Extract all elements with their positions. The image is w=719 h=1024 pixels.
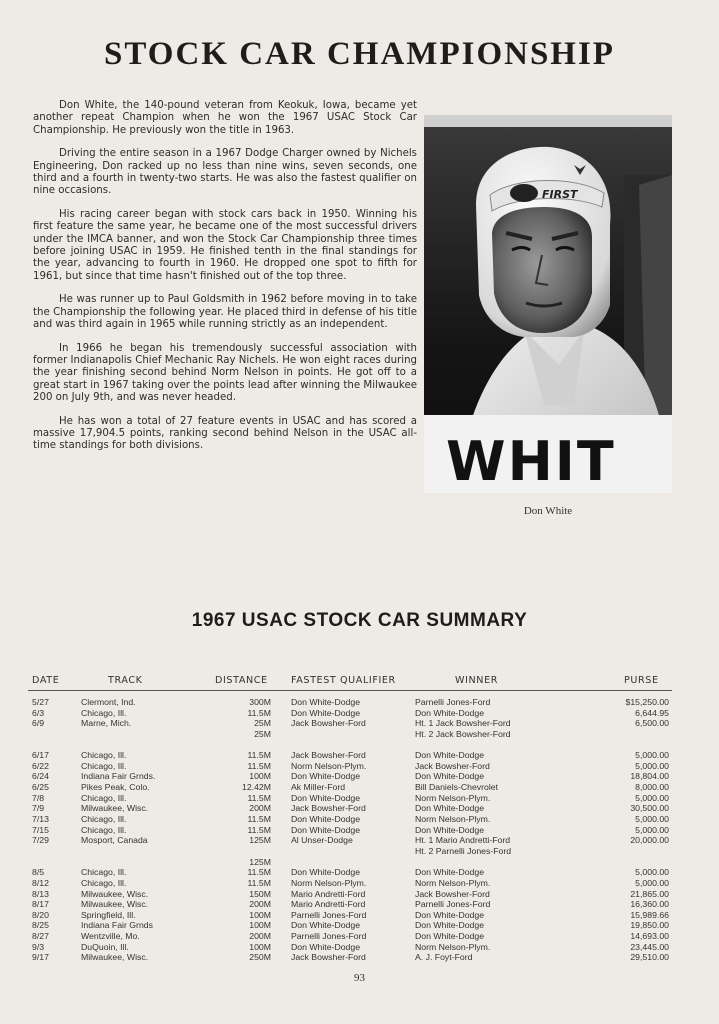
cell-track: Indiana Fair Grnds <box>81 920 153 931</box>
table-row <box>0 899 719 910</box>
cell-track: Milwaukee, Wisc. <box>81 888 149 899</box>
cell-purse: 30,500.00 <box>630 803 669 814</box>
intro-paragraph: He was runner up to Paul Goldsmith in 1962 before moving in to take the Championship the following year. He placed third in defense of his title and was third again in 1965 while running strictly as an independent. <box>33 294 417 330</box>
cell-date: 9/3 <box>32 941 45 952</box>
cell-winner: Bill Daniels-Chevrolet <box>415 782 499 793</box>
cell-date: 8/12 <box>32 877 49 888</box>
intro-paragraph: In 1966 he began his tremendously successful association with former Indianapolis Chief Mechanic Ray Nichels. He won eight races during the year finishing second behind Norm Nelson in points. He got off to a great start in 1967 taking over the points lead after winning the Milwaukee 200 on July 9th, and was never headed. <box>33 342 417 403</box>
cell-distance: 300M <box>249 697 271 707</box>
table-row <box>0 952 719 963</box>
cell-distance: 100M <box>249 920 271 931</box>
cell-distance: 12.42M <box>242 782 271 793</box>
table-row <box>0 889 719 900</box>
header-date: DATE <box>32 675 60 686</box>
cell-purse: 8,000.00 <box>635 782 669 793</box>
photo-caption: Don White <box>523 505 573 517</box>
cell-track: Mosport, Canada <box>81 835 148 846</box>
cell-purse: 20,000.00 <box>630 835 669 846</box>
cell-winner: Norm Nelson-Plym. <box>415 941 491 952</box>
cell-purse: 6,500.00 <box>635 718 669 729</box>
cell-fastest: Jack Bowsher-Ford <box>291 803 366 814</box>
cell-distance: 11.5M <box>247 792 271 803</box>
table-row <box>0 835 719 846</box>
page-number: 93 <box>354 972 365 984</box>
cell-distance: 100M <box>249 941 271 952</box>
cell-winner: Don White-Dodge <box>415 707 485 718</box>
cell-track: Milwaukee, Wisc. <box>81 899 149 910</box>
cell-date: 6/24 <box>32 771 49 782</box>
cell-fastest: Mario Andretti-Ford <box>291 899 366 910</box>
cell-fastest: Don White-Dodge <box>291 771 361 782</box>
cell-fastest: Norm Nelson-Plym. <box>291 760 367 771</box>
cell-distance: 100M <box>249 771 271 782</box>
cell-date: 9/17 <box>32 952 49 963</box>
cell-fastest: Don White-Dodge <box>291 941 361 952</box>
cell-date: 6/25 <box>32 782 49 793</box>
cell-date: 6/17 <box>32 750 49 761</box>
cell-distance: 200M <box>249 899 271 910</box>
cell-fastest: Don White-Dodge <box>291 707 361 718</box>
cell-track: Milwaukee, Wisc. <box>81 952 149 963</box>
table-row <box>0 878 719 889</box>
cell-winner: Jack Bowsher-Ford <box>415 760 490 771</box>
cell-fastest: Jack Bowsher-Ford <box>291 952 366 963</box>
cell-date: 6/22 <box>32 760 49 771</box>
header-fastest-qualifier: FASTEST QUALIFIER <box>291 675 396 686</box>
cell-fastest: Parnelli Jones-Ford <box>291 931 367 942</box>
cell-purse: 29,510.00 <box>630 952 669 963</box>
cell-date: 8/25 <box>32 920 49 931</box>
cell-winner: Norm Nelson-Plym. <box>415 814 491 825</box>
cell-winner: Ht. 2 Parnelli Jones-Ford <box>415 845 512 856</box>
summary-table <box>0 697 719 963</box>
table-row <box>0 931 719 942</box>
car-lettering: WHIT <box>446 430 616 493</box>
cell-track: Milwaukee, Wisc. <box>81 803 149 814</box>
cell-fastest: Norm Nelson-Plym. <box>291 877 367 888</box>
table-row <box>0 814 719 825</box>
cell-track: Chicago, Ill. <box>81 707 127 718</box>
cell-fastest: Don White-Dodge <box>291 824 361 835</box>
cell-purse: $15,250.00 <box>625 697 669 707</box>
cell-fastest: Mario Andretti-Ford <box>291 888 366 899</box>
cell-distance: 125M <box>249 856 271 867</box>
cell-track: Chicago, Ill. <box>81 760 127 771</box>
cell-date: 7/13 <box>32 814 49 825</box>
table-row <box>0 761 719 772</box>
cell-purse: 15,989.66 <box>630 909 669 920</box>
cell-date: 5/27 <box>32 697 49 707</box>
table-row <box>0 857 719 868</box>
intro-text <box>33 100 417 464</box>
cell-purse: 19,850.00 <box>630 920 669 931</box>
header-track: TRACK <box>108 675 143 686</box>
table-row <box>0 867 719 878</box>
cell-distance: 11.5M <box>247 707 271 718</box>
cell-track: Chicago, Ill. <box>81 877 127 888</box>
cell-fastest: Parnelli Jones-Ford <box>291 909 367 920</box>
cell-purse: 5,000.00 <box>635 877 669 888</box>
cell-winner: Norm Nelson-Plym. <box>415 877 491 888</box>
page-title: STOCK CAR CHAMPIONSHIP <box>104 36 615 72</box>
summary-title: 1967 USAC STOCK CAR SUMMARY <box>191 610 528 631</box>
cell-track: Chicago, Ill. <box>81 814 127 825</box>
cell-purse: 5,000.00 <box>635 814 669 825</box>
cell-distance: 250M <box>249 952 271 963</box>
cell-winner: Parnelli Jones-Ford <box>415 899 491 910</box>
cell-date: 8/13 <box>32 888 49 899</box>
intro-paragraph: Don White, the 140-pound veteran from Keokuk, Iowa, became yet another repeat Champion when he won the 1967 USAC Stock Car Championship. He previously won the title in 1963. <box>33 100 417 136</box>
cell-distance: 11.5M <box>247 867 271 878</box>
cell-track: DuQuoin, Ill. <box>81 941 129 952</box>
cell-winner: Norm Nelson-Plym. <box>415 792 491 803</box>
cell-date: 8/5 <box>32 867 45 878</box>
table-row <box>0 782 719 793</box>
cell-fastest: Don White-Dodge <box>291 814 361 825</box>
cell-track: Pikes Peak, Colo. <box>81 782 150 793</box>
cell-purse: 5,000.00 <box>635 760 669 771</box>
table-row <box>0 771 719 782</box>
cell-track: Chicago, Ill. <box>81 867 127 878</box>
cell-fastest: Al Unser-Dodge <box>291 835 353 846</box>
cell-purse: 5,000.00 <box>635 867 669 878</box>
cell-distance: 25M <box>254 718 271 729</box>
cell-fastest: Jack Bowsher-Ford <box>291 718 366 729</box>
cell-fastest: Don White-Dodge <box>291 697 361 707</box>
table-row <box>0 718 719 729</box>
table-row <box>0 697 719 708</box>
cell-track: Wentzville, Mo. <box>81 931 140 942</box>
table-row <box>0 825 719 836</box>
table-row <box>0 740 719 751</box>
cell-distance: 11.5M <box>247 814 271 825</box>
table-row <box>0 708 719 719</box>
cell-track: Marne, Mich. <box>81 718 132 729</box>
cell-date: 8/17 <box>32 899 49 910</box>
cell-date: 7/9 <box>32 803 45 814</box>
cell-date: 6/9 <box>32 718 45 729</box>
cell-winner: Don White-Dodge <box>415 920 485 931</box>
cell-winner: Don White-Dodge <box>415 750 485 761</box>
cell-purse: 21,865.00 <box>630 888 669 899</box>
cell-date: 8/27 <box>32 931 49 942</box>
table-row <box>0 942 719 953</box>
cell-purse: 5,000.00 <box>635 750 669 761</box>
cell-track: Chicago, Ill. <box>81 824 127 835</box>
header-winner: WINNER <box>455 675 498 686</box>
table-row <box>0 793 719 804</box>
cell-distance: 11.5M <box>247 877 271 888</box>
cell-winner: Parnelli Jones-Ford <box>415 697 491 707</box>
cell-purse: 23,445.00 <box>630 941 669 952</box>
cell-distance: 100M <box>249 909 271 920</box>
cell-winner: Don White-Dodge <box>415 931 485 942</box>
cell-winner: Don White-Dodge <box>415 824 485 835</box>
header-rule <box>28 690 672 691</box>
driver-photo <box>424 115 672 493</box>
cell-fastest: Don White-Dodge <box>291 792 361 803</box>
cell-distance: 125M <box>249 835 271 846</box>
cell-fastest: Don White-Dodge <box>291 867 361 878</box>
cell-track: Springfield, Ill. <box>81 909 136 920</box>
cell-winner: Don White-Dodge <box>415 867 485 878</box>
cell-purse: 5,000.00 <box>635 824 669 835</box>
cell-winner: A. J. Foyt-Ford <box>415 952 473 963</box>
cell-purse: 18,804.00 <box>630 771 669 782</box>
cell-purse: 6,644.95 <box>635 707 669 718</box>
cell-distance: 200M <box>249 803 271 814</box>
cell-purse: 14,693.00 <box>630 931 669 942</box>
cell-winner: Ht. 2 Jack Bowsher-Ford <box>415 728 511 739</box>
cell-date: 6/3 <box>32 707 45 718</box>
intro-paragraph: Driving the entire season in a 1967 Dodge Charger owned by Nichels Engineering, Don racked up no less than nine wins, seven seconds, one third and a fourth in twenty-two starts. He was also the fastest qualifier on nine occasions. <box>33 148 417 197</box>
driver-photo-illustration <box>424 115 672 493</box>
header-purse: PURSE <box>624 675 659 686</box>
cell-purse: 16,360.00 <box>630 899 669 910</box>
cell-distance: 25M <box>254 728 271 739</box>
table-row <box>0 803 719 814</box>
cell-winner: Ht. 1 Mario Andretti-Ford <box>415 835 511 846</box>
cell-track: Indiana Fair Grnds. <box>81 771 156 782</box>
cell-winner: Don White-Dodge <box>415 909 485 920</box>
cell-distance: 11.5M <box>247 750 271 761</box>
cell-date: 7/29 <box>32 835 49 846</box>
cell-distance: 11.5M <box>247 824 271 835</box>
table-row <box>0 920 719 931</box>
cell-winner: Don White-Dodge <box>415 771 485 782</box>
cell-purse: 5,000.00 <box>635 792 669 803</box>
table-row <box>0 846 719 857</box>
cell-winner: Ht. 1 Jack Bowsher-Ford <box>415 718 511 729</box>
cell-winner: Jack Bowsher-Ford <box>415 888 490 899</box>
cell-fastest: Jack Bowsher-Ford <box>291 750 366 761</box>
cell-distance: 11.5M <box>247 760 271 771</box>
intro-paragraph: His racing career began with stock cars back in 1950. Winning his first feature the same year, he became one of the most successful drivers under the IMCA banner, and won the Stock Car Championship three times before joining USAC in 1959. He finished tenth in the final standings for the year, advancing to fourth in 1960. He dropped one spot to fifth for 1961, but since that time hasn't finished out of the top three. <box>33 209 417 282</box>
cell-track: Clermont, Ind. <box>81 697 136 707</box>
cell-winner: Don White-Dodge <box>415 803 485 814</box>
cell-distance: 150M <box>249 888 271 899</box>
table-row <box>0 910 719 921</box>
cell-distance: 200M <box>249 931 271 942</box>
cell-date: 7/8 <box>32 792 45 803</box>
table-row <box>0 729 719 740</box>
cell-fastest: Ak Miller-Ford <box>291 782 346 793</box>
cell-fastest: Don White-Dodge <box>291 920 361 931</box>
cell-track: Chicago, Ill. <box>81 792 127 803</box>
helmet-text: FIRST <box>542 188 578 201</box>
cell-date: 8/20 <box>32 909 49 920</box>
header-distance: DISTANCE <box>215 675 268 686</box>
cell-date: 7/15 <box>32 824 49 835</box>
table-row <box>0 750 719 761</box>
intro-paragraph: He has won a total of 27 feature events in USAC and has scored a massive 17,904.5 points, ranking second behind Nelson in the USAC all-time standings for both divisions. <box>33 415 417 452</box>
cell-track: Chicago, Ill. <box>81 750 127 761</box>
